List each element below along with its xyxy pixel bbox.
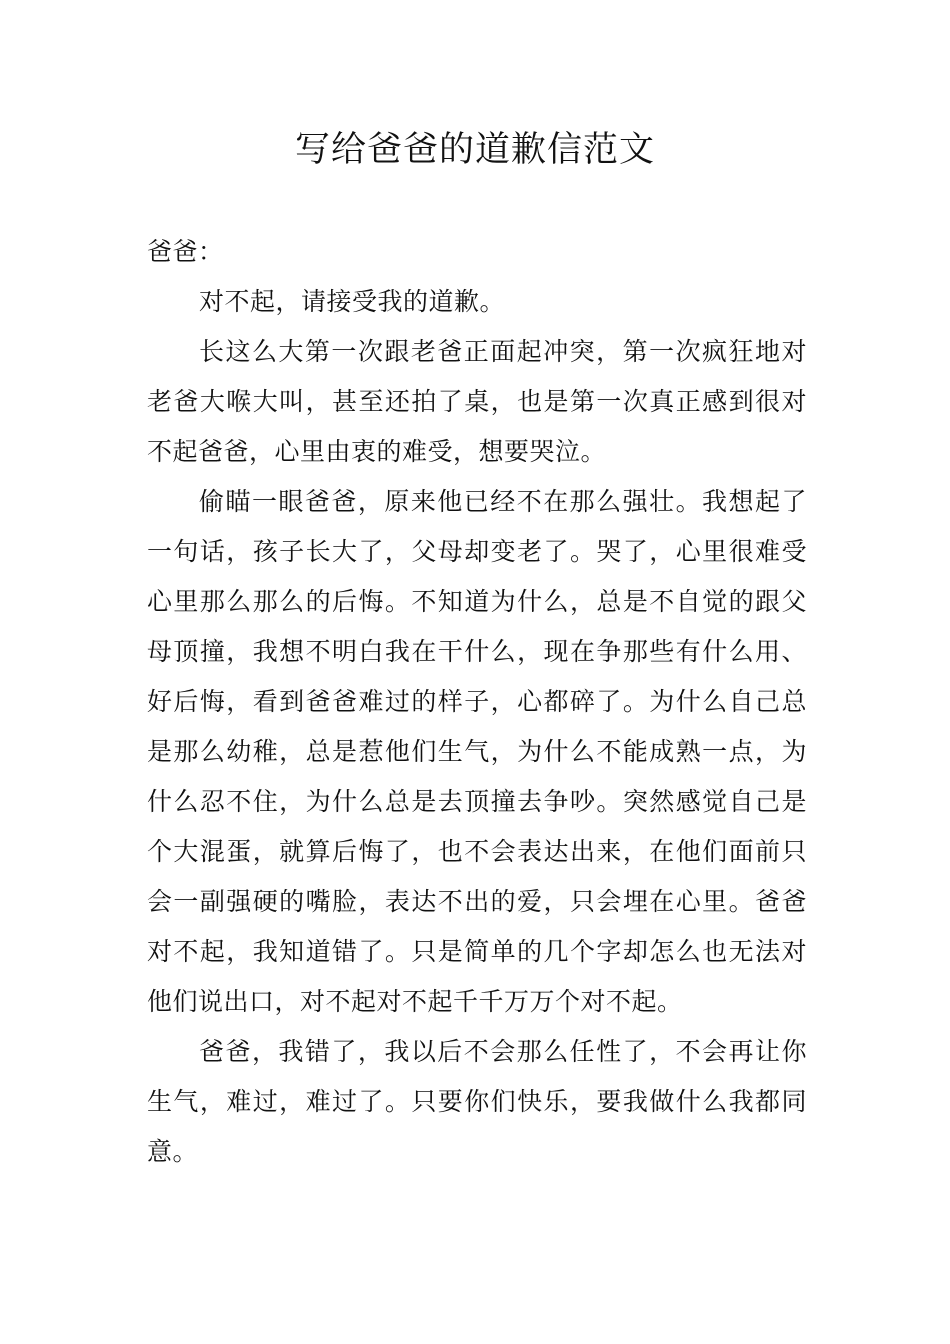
paragraph-apology: 对不起，请接受我的道歉。 xyxy=(199,287,506,316)
document-title: 写给爸爸的道歉信范文 xyxy=(294,130,655,170)
paragraph-promise: 爸爸，我错了，我以后不会那么任性了，不会再让你生气，难过，难过了。只要你们快乐，要我做什么我都同意。 xyxy=(147,1037,807,1166)
paragraph-regret: 偷瞄一眼爸爸，原来他已经不在那么强壮。我想起了一句话，孩子长大了，父母却变老了。哭了，心里很难受心里那么那么的后悔。不知道为什么，总是不自觉的跟父母顶撞，我想不明白我在干什么，现在争那些有什么用、好后悔，看到爸爸难过的样子，心都碎了。为什么自己总是那么幼稚，总是惹他们生气，为什么不能成熟一点，为什么忍不住，为什么总是去顶撞去争吵。突然感觉自己是个大混蛋，就算后悔了，也不会表达出来，在他们面前只会一副强硬的嘴脸，表达不出的爱，只会埋在心里。爸爸对不起，我知道错了。只是简单的几个字却怎么也无法对他们说出口，对不起对不起千千万万个对不起。 xyxy=(147,487,807,1016)
paragraph-conflict: 长这么大第一次跟老爸正面起冲突，第一次疯狂地对老爸大喉大叫，甚至还拍了桌，也是第一次真正感到很对不起爸爸，心里由衷的难受，想要哭泣。 xyxy=(147,337,807,466)
letter-body xyxy=(147,227,807,1177)
salutation: 爸爸： xyxy=(147,237,224,266)
